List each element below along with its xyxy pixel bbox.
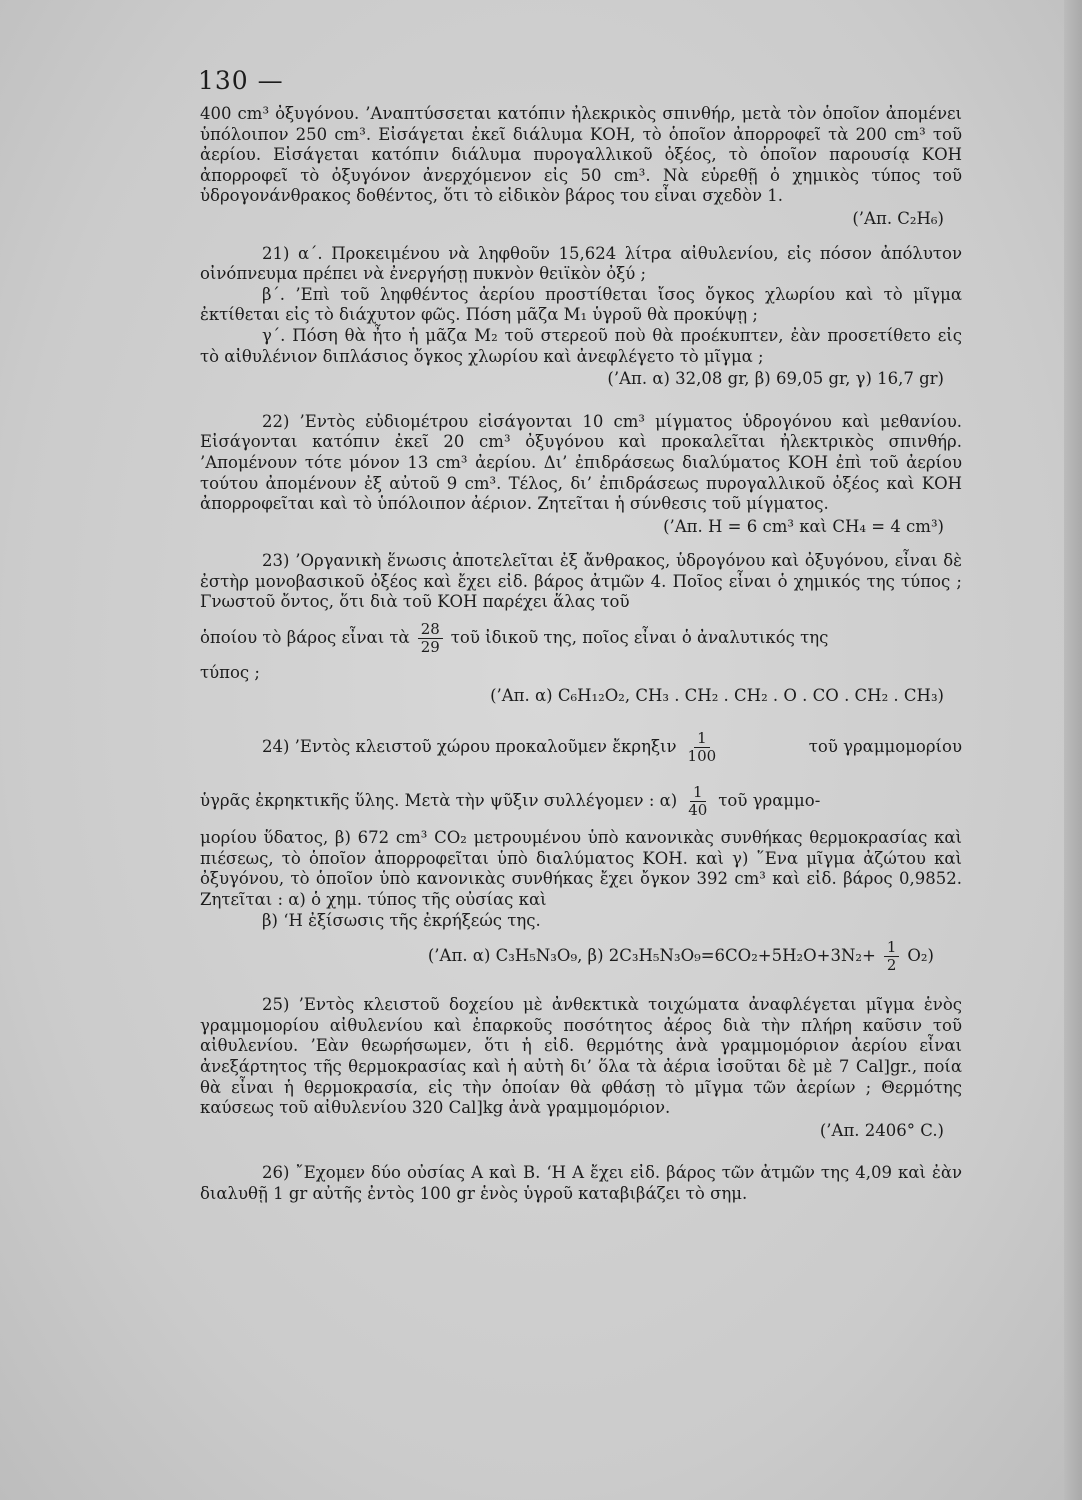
problem-25: 25) ’Εντὸς κλειστοῦ δοχείου μὲ ἀνθεκτικὰ τοιχώματα ἀναφλέγεται μῖγμα ἑνὸς γραμμομορίου αἰθυλενίου καὶ ἐπαρκοῦς ποσότητος ἀέρος διὰ τὴν πλήρη καῦσιν τοῦ αἰθυλενίου. ’Εὰν θεωρήσωμεν, ὅτι ἡ εἰδ. θερμότης ἀνὰ γραμμομόριον ἀερίου εἶναι ἀνεξάρτητος τῆς θερμοκρασίας καὶ ἡ αὐτὴ δι’ ὅλα τὰ ἀέρια ἰσοῦται δὲ μὲ 7 Cal]gr., ποία θὰ εἶναι ἡ θερμοκρασία, εἰς τὴν ὁποίαν θὰ φθάσῃ τὸ μῖγμα τῶν ἀερίων ; Θερμότης καύσεως τοῦ αἰθυλενίου 320 Cal]kg ἀνὰ γραμμομόριον. [200, 995, 962, 1118]
problem-25-answer: (’Απ. 2406° C.) [819, 1120, 944, 1140]
problem-23-line-before: ὁποίου τὸ βάρος εἶναι τὰ [200, 627, 410, 647]
problem-24-line-2 [200, 774, 962, 828]
problem-23-fraction-line [200, 613, 962, 663]
page-text [200, 104, 962, 1205]
page-number: 130 — [198, 66, 284, 95]
fraction-denominator: 29 [420, 637, 440, 656]
fraction-numerator: 1 [694, 730, 710, 748]
problem-24-text: μορίου ὕδατος, β) 672 cm³ CO₂ μετρουμένου ὑπὸ κανονικὰς συνθήκας θερμοκρασίας καὶ πιέσεως, τὸ ὁποῖον ἀπορροφεῖται ὑπὸ διαλύματος ΚΟΗ. καὶ γ) ῞Ενα μῖγμα ἀζώτου καὶ ὀξυγόνου, τὸ ὁποῖον ὑπὸ κανονικὰς συνθήκας ἔχει ὄγκον 392 cm³ καὶ εἰδ. βάρος 0,9852. Ζητεῖται : α) ὁ χημ. τύπος τῆς οὐσίας καὶ [200, 828, 962, 910]
problem-23: 23) ’Οργανικὴ ἕνωσις ἀποτελεῖται ἐξ ἄνθρακος, ὑδρογόνου καὶ ὀξυγόνου, εἶναι δὲ ἐστὴρ μονοβασικοῦ ὀξέος καὶ ἔχει εἰδ. βάρος ἀτμῶν 4. Ποῖος εἶναι ὁ χημικός της τύπος ; Γνωστοῦ ὄντος, ὅτι διὰ τοῦ ΚΟΗ παρέχει ἅλας τοῦ [200, 551, 962, 612]
problem-23-answer: (’Απ. α) C₆H₁₂O₂, CH₃ . CH₂ . CH₂ . O . CO . CH₂ . CH₃) [490, 685, 944, 705]
page-edge-shadow [1064, 0, 1082, 1500]
problem-24-line2-before: ὑγρᾶς ἐκρηκτικῆς ὕλης. Μετὰ τὴν ψῦξιν συλλέγομεν : α) [200, 790, 678, 810]
problem-23-line-after: τοῦ ἰδικοῦ της, ποῖος εἶναι ὁ ἀναλυτικός της [450, 627, 829, 647]
problem-24-line-1 [200, 720, 962, 774]
problem-24-line2-after: τοῦ γραμμο- [718, 790, 821, 810]
fraction-denominator: 100 [687, 746, 717, 765]
problem-21-a: 21) α΄. Προκειμένου νὰ ληφθοῦν 15,624 λίτρα αἰθυλενίου, εἰς πόσον ἀπόλυτον οἰνόπνευμα πρέπει νὰ ἐνεργήσῃ πυκνὸν θειϊκὸν ὀξύ ; [200, 243, 962, 284]
intro-answer: (’Απ. C₂H₆) [852, 208, 944, 228]
problem-22: 22) ’Εντὸς εὐδιομέτρου εἰσάγονται 10 cm³ μίγματος ὑδρογόνου καὶ μεθανίου. Εἰσάγονται κατόπιν ἐκεῖ 20 cm³ ὀξυγόνου καὶ προκαλεῖται ἠλεκτρικὸς σπινθήρ. ’Απομένουν τότε μόνον 13 cm³ ἀερίου. Δι’ ἐπιδράσεως διαλύματος ΚΟΗ ἐπὶ τοῦ ἀερίου τούτου ἀπομένουν ἐξ αὐτοῦ 9 cm³. Τέλος, δι’ ἐπιδράσεως πυρογαλλικοῦ ὀξέος καὶ ΚΟΗ ἀπορροφεῖται καὶ τὸ ὑπόλοιπον ἀέριον. Ζητεῖται ἡ σύνθεσις τοῦ μίγματος. [200, 411, 962, 514]
fraction-numerator: 28 [418, 621, 443, 639]
problem-24-b: β) ‘Η ἐξίσωσις τῆς ἐκρήξεώς της. [262, 910, 541, 930]
fraction-1-2 [884, 939, 900, 974]
fraction-denominator: 40 [688, 800, 708, 819]
problem-22-answer: (’Απ. Η = 6 cm³ καὶ CH₄ = 4 cm³) [663, 516, 944, 536]
fraction-denominator: 2 [886, 955, 897, 974]
problem-21-answer: (’Απ. α) 32,08 gr, β) 69,05 gr, γ) 16,7 gr) [607, 369, 944, 389]
fraction-28-29 [418, 621, 443, 656]
problem-21-b: β΄. ’Επὶ τοῦ ληφθέντος ἀερίου προστίθεται ἴσος ὄγκος χλωρίου καὶ τὸ μῖγμα ἐκτίθεται εἰς τὸ διάχυτον φῶς. Πόση μᾶζα Μ₁ ὑγροῦ θὰ προκύψῃ ; [200, 284, 962, 325]
fraction-1-100 [685, 730, 720, 765]
fraction-numerator: 1 [690, 784, 706, 802]
problem-24-line1-after: τοῦ γραμμομορίου [808, 736, 962, 756]
problem-21-c: γ΄. Πόση θὰ ἦτο ἡ μᾶζα Μ₂ τοῦ στερεοῦ ποὺ θὰ προέκυπτεν, ἐὰν προσετίθετο εἰς τὸ αἰθυλένιον διπλάσιος ὄγκος χλωρίου καὶ ἀνεφλέγετο τὸ μῖγμα ; [200, 325, 962, 366]
problem-23-tail: τύπος ; [200, 663, 260, 683]
fraction-numerator: 1 [884, 939, 900, 957]
problem-24-line1-before: 24) ’Εντὸς κλειστοῦ χώρου προκαλοῦμεν ἔκρηξιν [262, 736, 677, 756]
problem-24-answer-before: (’Απ. α) C₃H₅N₃O₉, β) 2C₃H₅N₃O₉=6CO₂+5H₂O+3N₂+ [427, 945, 876, 965]
problem-26: 26) ῎Εχομεν δύο οὐσίας Α καὶ Β. ‘Η Α ἔχει εἰδ. βάρος τῶν ἀτμῶν της 4,09 καὶ ἐὰν διαλυθῇ 1 gr αὐτῆς ἐντὸς 100 gr ἑνὸς ὑγροῦ καταβιβάζει τὸ σημ. [200, 1163, 962, 1203]
problem-24-answer [200, 931, 962, 981]
problem-24-answer-after: O₂) [907, 945, 934, 965]
fraction-1-40 [685, 784, 710, 819]
intro-paragraph: 400 cm³ ὀξυγόνου. ’Αναπτύσσεται κατόπιν ἠλεκρικὸς σπινθήρ, μετὰ τὸν ὁποῖον ἀπομένει ὑπόλοιπον 250 cm³. Εἰσάγεται ἐκεῖ διάλυμα ΚΟΗ, τὸ ὁποῖον ἀπορροφεῖ τὰ 200 cm³ τοῦ ἀερίου. Εἰσάγεται κατόπιν διάλυμα πυρογαλλικοῦ ὀξέος, τὸ ὁποῖον παρουσίᾳ ΚΟΗ ἀπορροφεῖ τὸ ὀξυγόνον ἀνερχόμενον εἰς 50 cm³. Νὰ εὑρεθῇ ὁ χημικὸς τύπος τοῦ ὑδρογονάνθρακος δοθέντος, ὅτι τὸ εἰδικὸν βάρος του εἶναι σχεδὸν 1. [200, 104, 962, 206]
